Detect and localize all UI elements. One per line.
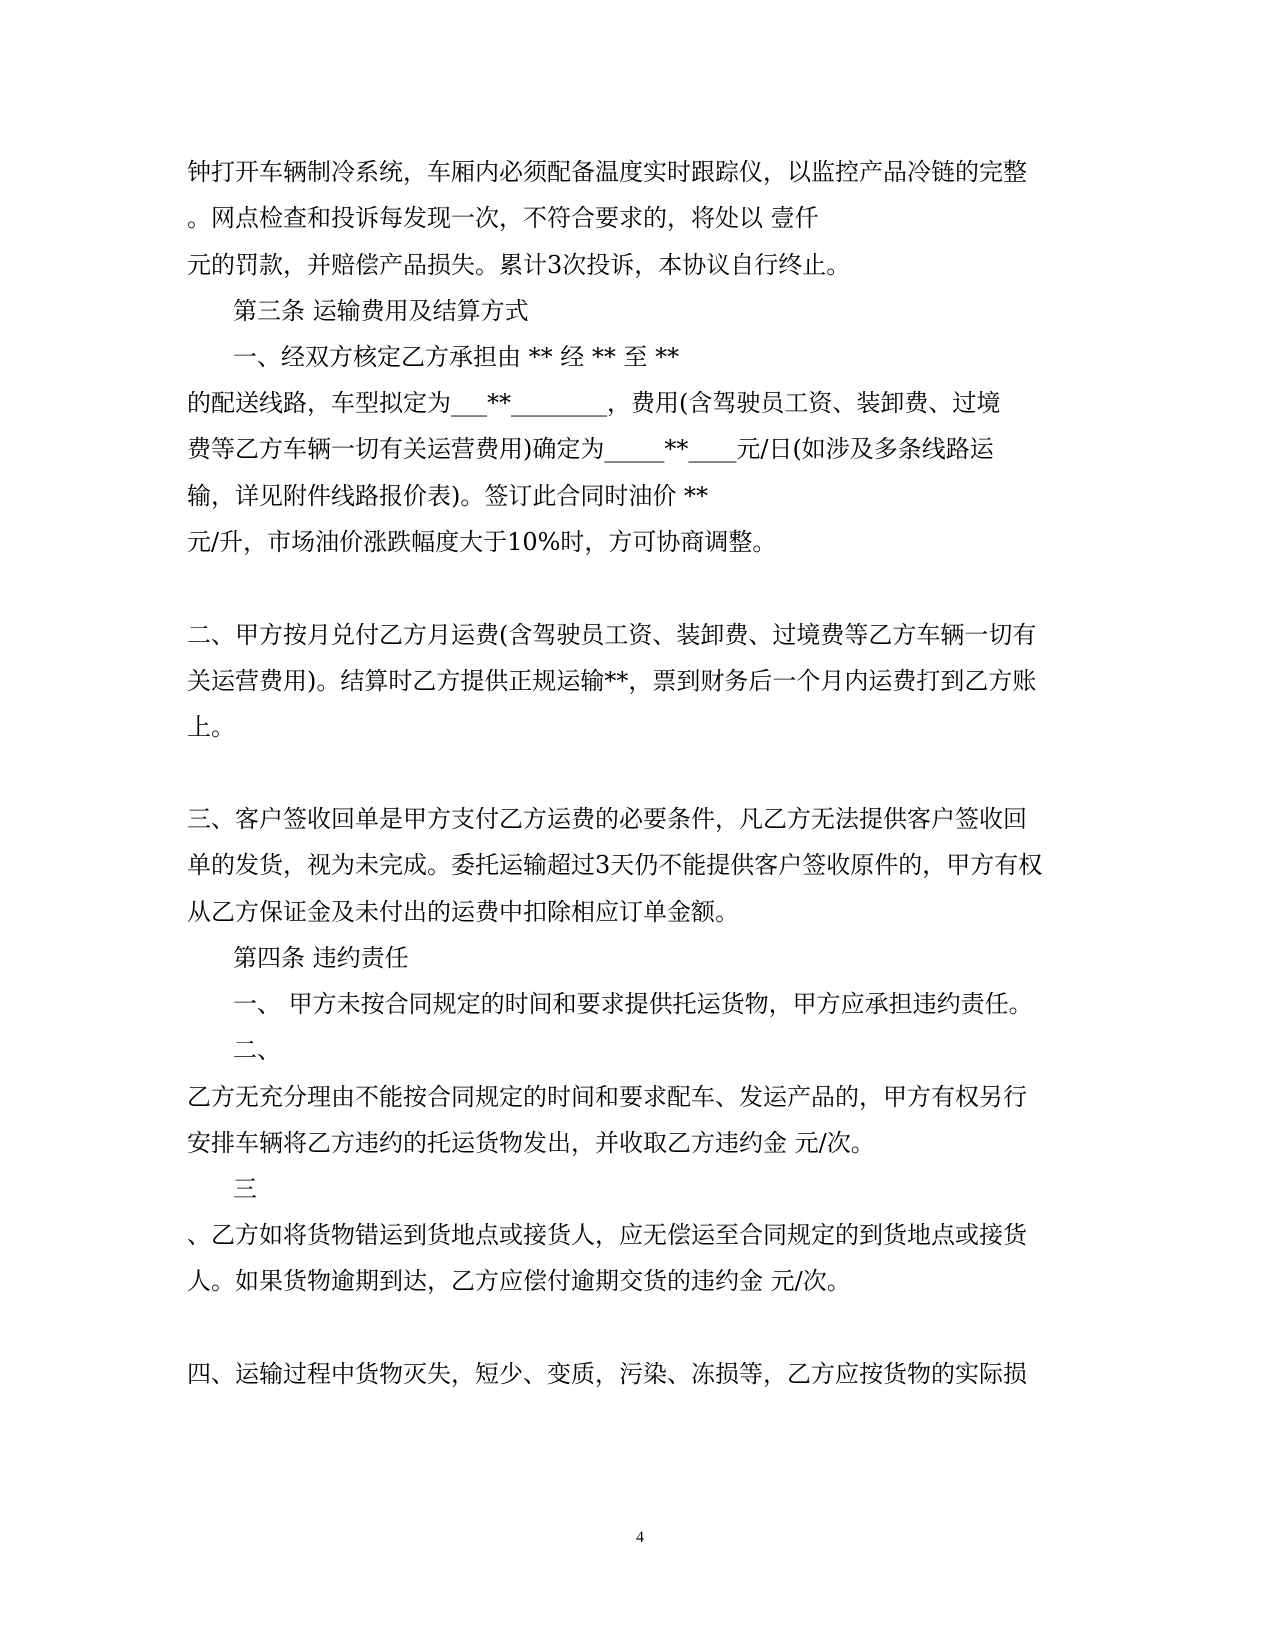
text-line: 人。如果货物逾期到达，乙方应偿付逾期交货的违约金 元/次。 (187, 1267, 851, 1295)
text-line: 从乙方保证金及未付出的运费中扣除相应订单金额。 (187, 898, 739, 926)
text-line: 单的发货，视为未完成。委托运输超过3天仍不能提供客户签收原件的，甲方有权 (187, 851, 1043, 879)
text-line: 的配送线路，车型拟定为___**________，费用(含驾驶员工资、装卸费、过境 (187, 389, 1001, 417)
text-line: 。网点检查和投诉每发现一次，不符合要求的，将处以 壹仟 (187, 204, 819, 232)
text-line: 元的罚款，并赔偿产品损失。累计3次投诉，本协议自行终止。 (187, 251, 851, 279)
text-line: 关运营费用)。结算时乙方提供正规运输**，票到财务后一个月内运费打到乙方账 (187, 667, 1037, 695)
text-line: 一、经双方核定乙方承担由 ** 经 ** 至 ** (233, 343, 680, 371)
text-line: 输，详见附件线路报价表)。签订此合同时油价 ** (187, 482, 708, 510)
text-line: 二、 (233, 1036, 281, 1064)
text-line: 费等乙方车辆一切有关运营费用)确定为_____**____元/日(如涉及多条线路运 (187, 435, 994, 463)
text-line: 、乙方如将货物错运到货地点或接货人，应无偿运至合同规定的到货地点或接货 (187, 1221, 1027, 1249)
page-number: 4 (636, 1529, 644, 1546)
text-line: 一、 甲方未按合同规定的时间和要求提供托运货物，甲方应承担违约责任。 (233, 990, 1033, 1018)
text-line: 钟打开车辆制冷系统，车厢内必须配备温度实时跟踪仪，以监控产品冷链的完整 (187, 158, 1027, 186)
text-line: 上。 (187, 713, 235, 741)
text-line: 三、客户签收回单是甲方支付乙方运费的必要条件，凡乙方无法提供客户签收回 (187, 805, 1027, 833)
section-heading: 第三条 运输费用及结算方式 (233, 297, 529, 325)
text-line: 二、甲方按月兑付乙方月运费(含驾驶员工资、装卸费、过境费等乙方车辆一切有 (187, 621, 1037, 649)
text-line: 元/升，市场油价涨跌幅度大于10%时，方可协商调整。 (187, 528, 777, 556)
section-heading: 第四条 违约责任 (233, 944, 409, 972)
text-line: 乙方无充分理由不能按合同规定的时间和要求配车、发运产品的，甲方有权另行 (187, 1083, 1027, 1111)
text-line: 安排车辆将乙方违约的托运货物发出，并收取乙方违约金 元/次。 (187, 1129, 875, 1157)
text-line: 四、运输过程中货物灭失，短少、变质，污染、冻损等，乙方应按货物的实际损 (187, 1360, 1027, 1388)
text-line: 三 (233, 1175, 257, 1203)
